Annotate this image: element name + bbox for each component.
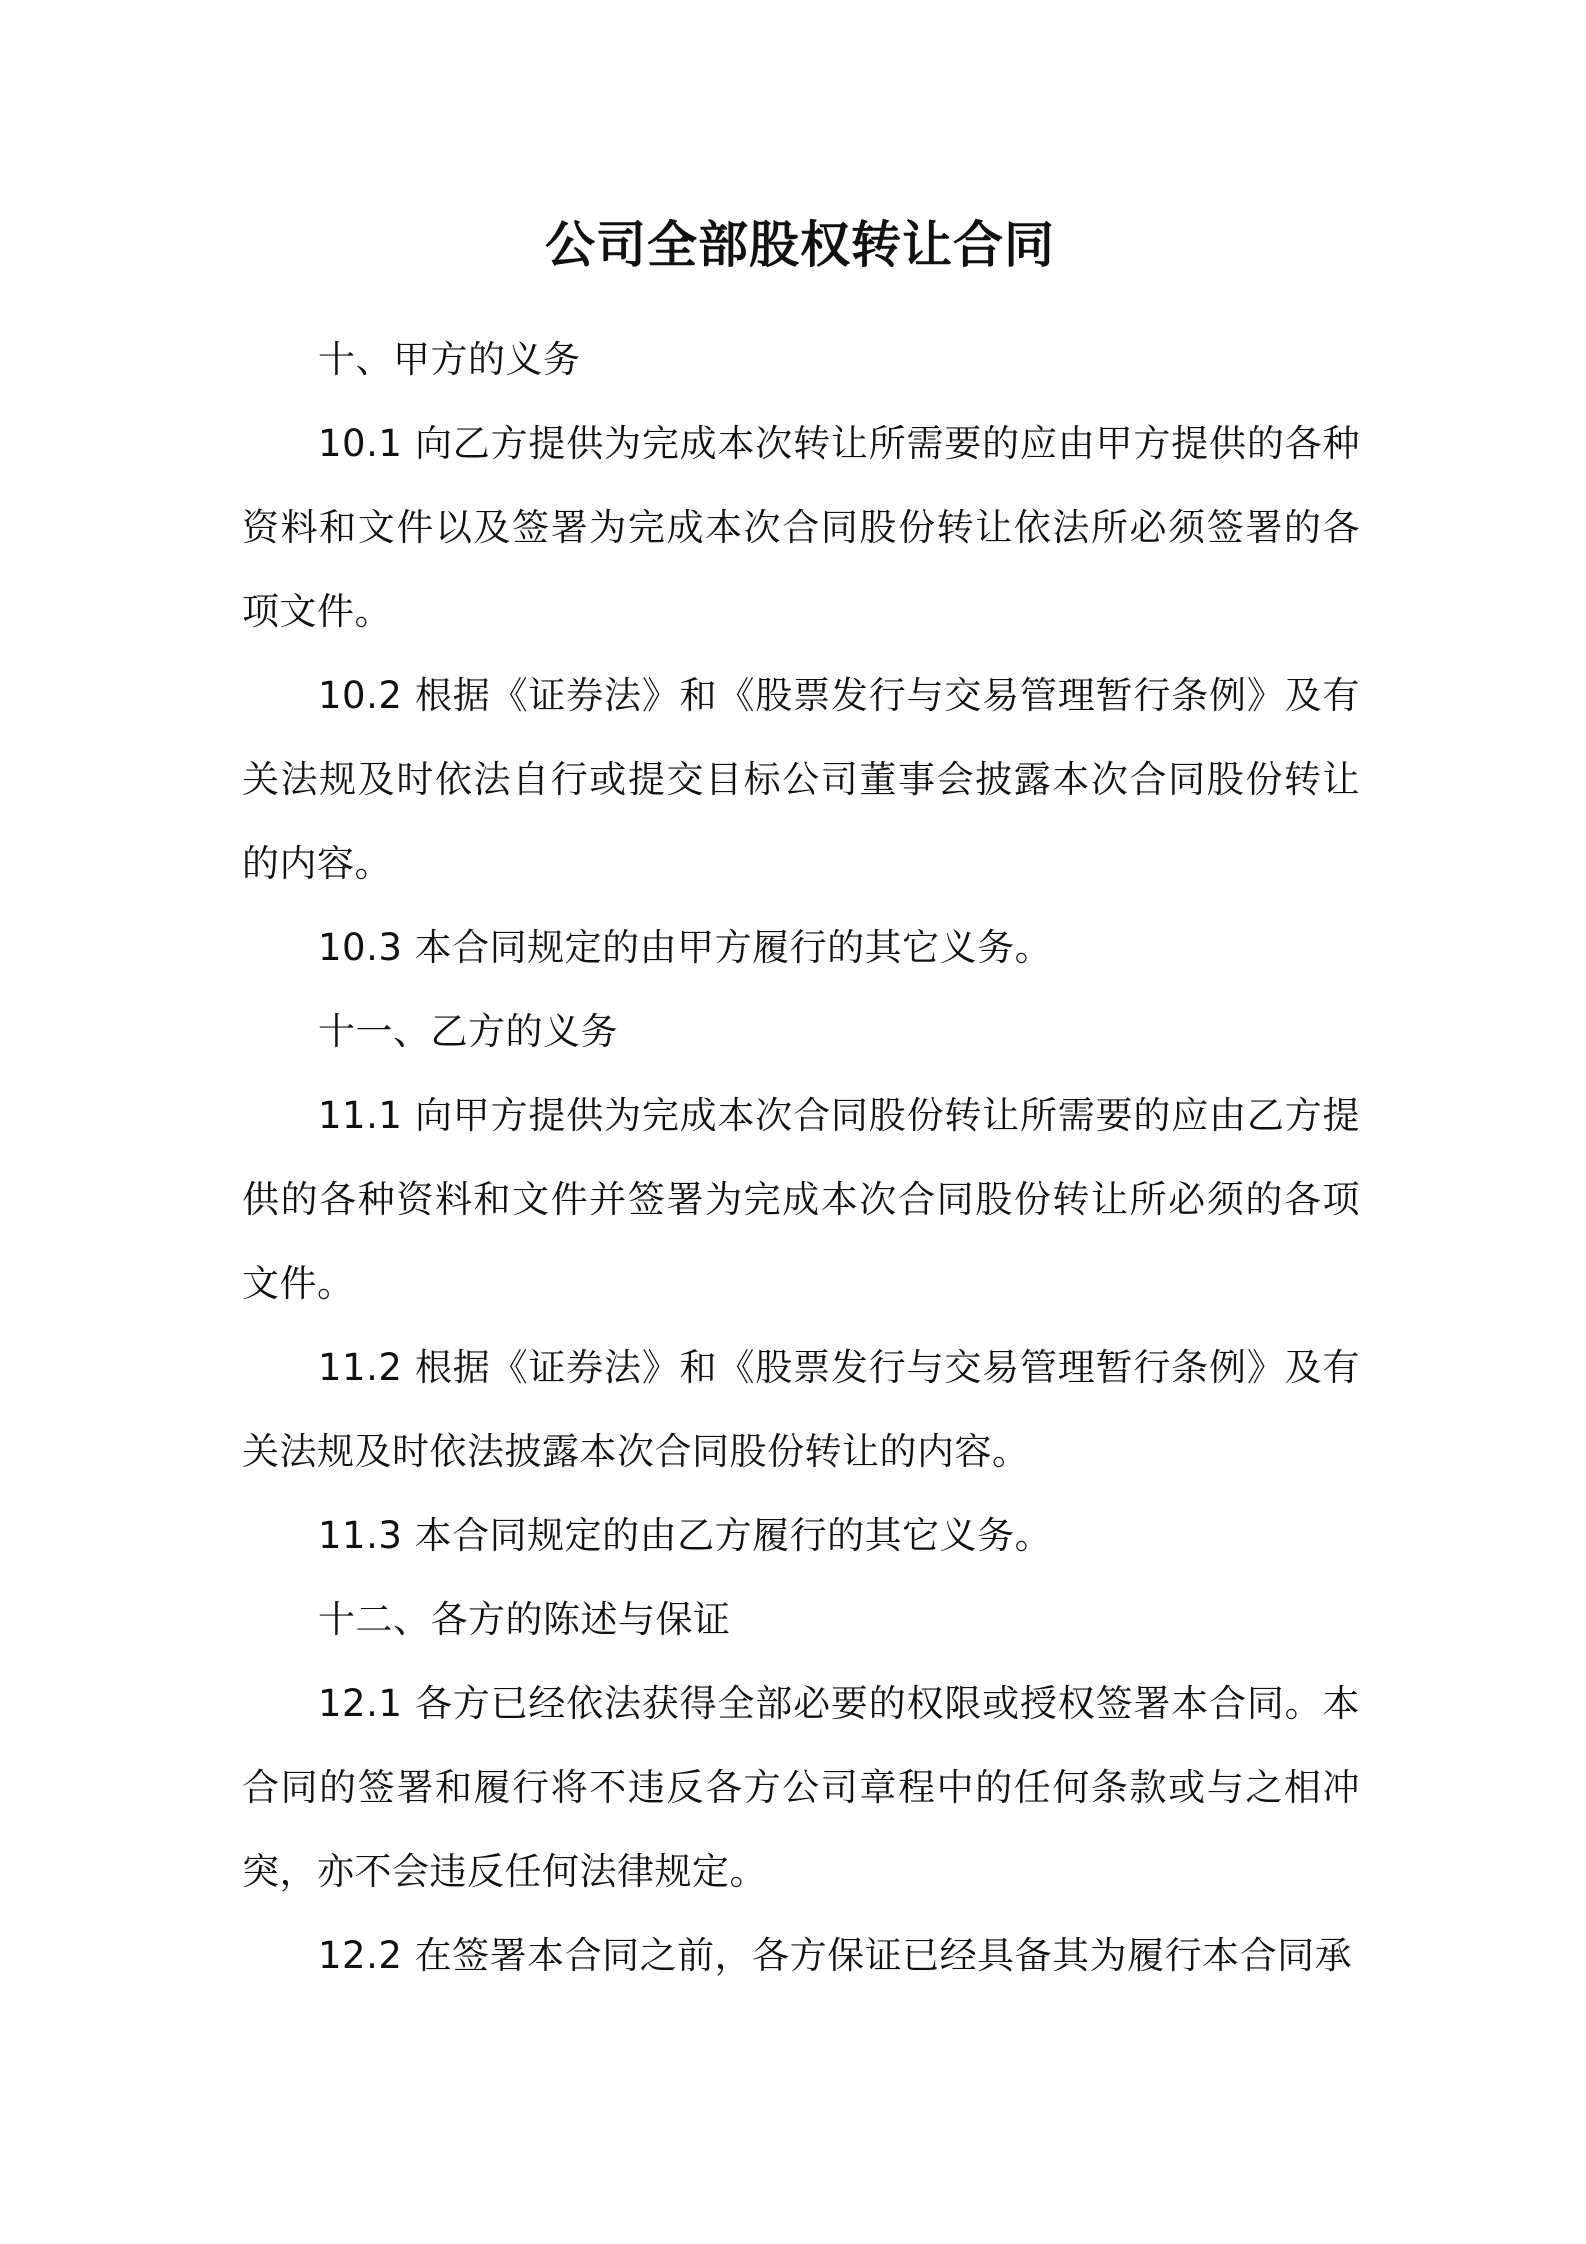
clause-10-2: 10.2 根据《证券法》和《股票发行与交易管理暂行条例》及有关法规及时依法自行或提交目标公司董事会披露本次合同股份转让的内容。 <box>242 674 1360 885</box>
section-heading-10: 十、甲方的义务 <box>318 338 581 381</box>
section-heading-12: 十二、各方的陈述与保证 <box>318 1598 731 1641</box>
clause-10-1: 10.1 向乙方提供为完成本次转让所需要的应由甲方提供的各种资料和文件以及签署为完成本次合同股份转让依法所必须签署的各项文件。 <box>242 422 1360 633</box>
clause-10-3: 10.3 本合同规定的由甲方履行的其它义务。 <box>318 926 1053 969</box>
section-heading-11: 十一、乙方的义务 <box>318 1010 618 1053</box>
clause-11-2: 11.2 根据《证券法》和《股票发行与交易管理暂行条例》及有关法规及时依法披露本次合同股份转让的内容。 <box>242 1346 1360 1473</box>
document-title: 公司全部股权转让合同 <box>545 216 1055 274</box>
clause-11-1: 11.1 向甲方提供为完成本次合同股份转让所需要的应由乙方提供的各种资料和文件并签署为完成本次合同股份转让所必须的各项文件。 <box>242 1094 1360 1305</box>
clause-12-2: 12.2 在签署本合同之前，各方保证已经具备其为履行本合同承 <box>318 1934 1353 1977</box>
document-body <box>242 318 1360 1998</box>
clause-11-3: 11.3 本合同规定的由乙方履行的其它义务。 <box>318 1514 1053 1557</box>
clause-12-1: 12.1 各方已经依法获得全部必要的权限或授权签署本合同。本合同的签署和履行将不违反各方公司章程中的任何条款或与之相冲突，亦不会违反任何法律规定。 <box>242 1682 1360 1893</box>
